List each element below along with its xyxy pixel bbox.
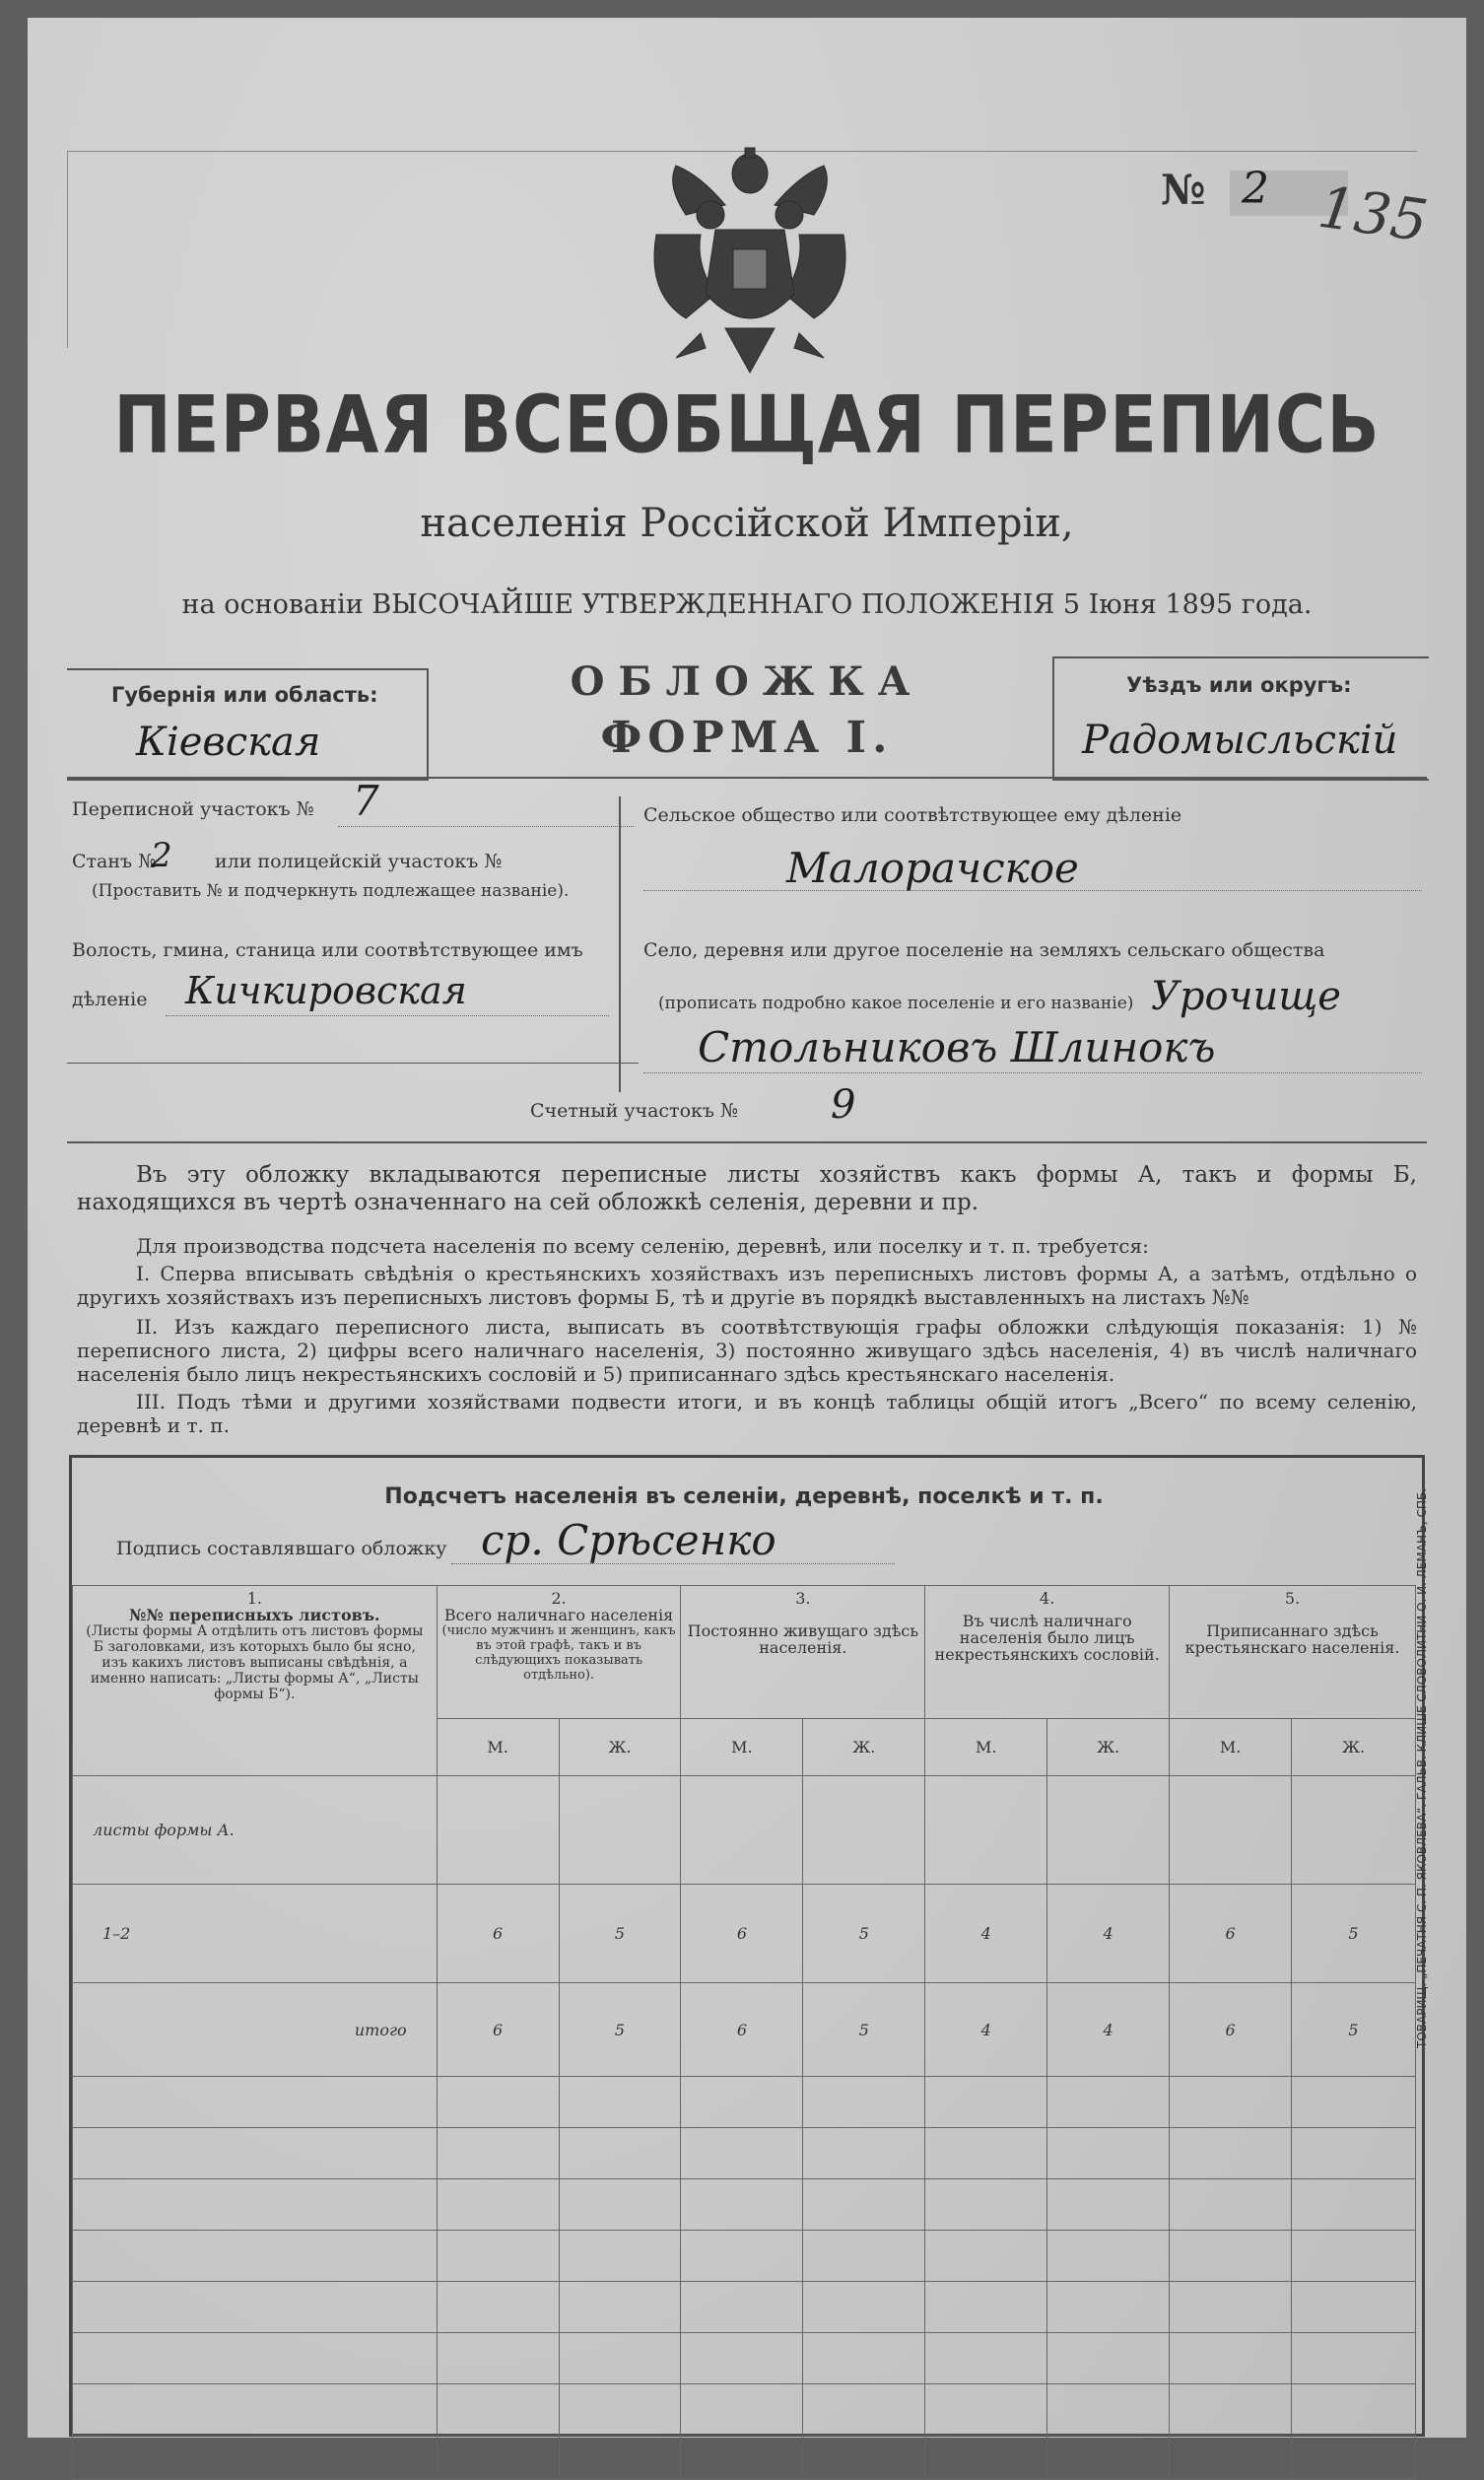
obshchestvo-line: [643, 890, 1422, 891]
printer-imprint: [1415, 1487, 1435, 2048]
col5-num: 5.: [1284, 1589, 1301, 1608]
obshchestvo-value: Малорачское: [786, 844, 1079, 892]
imperial-eagle-emblem: [646, 146, 853, 379]
row-cell: 6: [437, 1885, 559, 1983]
page-subtitle: населенія Россійской Имперіи,: [420, 501, 1074, 546]
instructions-intro: Въ эту обложку вкладываются переписные листы хозяйствъ какъ формы А, такъ и формы Б, находящихся въ чертѣ означеннаго на сей обложкѣ селенія, деревни и пр.: [77, 1162, 1417, 1215]
stan-value: 2: [151, 836, 172, 875]
col3-num: 3.: [795, 1589, 811, 1608]
delenie-label: дѣленіе: [72, 989, 148, 1010]
instructions-p3: III. Подъ тѣми и другими хозяйствами подвести итоги, и въ концѣ таблицы общій итогъ „Всего“ по всему селенію, деревнѣ и т. п.: [77, 1390, 1417, 1437]
census-cover-sheet: [28, 18, 1466, 2438]
printer-imprint-text: ТОВАРИЩ. „ПЕЧАТНЯ С. П. ЯКОВЛЕВА“. ГАЛЬВ. КЛИШЕ СЛОВОЛИТНИ О. И. ЛЕМАНЪ, СПБ.: [1415, 1487, 1429, 2048]
row-cell: 5: [559, 1983, 681, 2077]
row-cell: 6: [1170, 1885, 1292, 1983]
col3-header: [681, 1586, 925, 1719]
col1-note: (Листы формы А отдѣлить отъ листовъ формы Б заголовками, изъ которыхъ было бы ясно, изъ какихъ листовъ выписаны свѣдѣнія, а именно написать: „Листы формы А“, „Листы формы Б“).: [86, 1623, 424, 1702]
row-cell: 6: [437, 1983, 559, 2077]
row-cell: [559, 1776, 681, 1885]
section-rule: [67, 777, 1427, 779]
signature-label: Подпись составлявшаго обложку: [116, 1538, 447, 1559]
volost-value: Кичкировская: [185, 969, 467, 1012]
row-cell: 5: [1292, 1983, 1416, 2077]
row-cell: 5: [803, 1983, 925, 2077]
col1-num: 1.: [246, 1589, 262, 1608]
obshchestvo-label: Сельское общество или соотвѣтствующее ему дѣленіе: [643, 804, 1182, 826]
table-title: Подсчетъ населенія въ селеніи, деревнѣ, поселкѣ и т. п.: [384, 1484, 1104, 1509]
col5-zh: Ж.: [1292, 1719, 1416, 1776]
row-cell: [925, 1776, 1047, 1885]
col2-num: 2.: [551, 1589, 567, 1608]
form-label: ФОРМА I.: [600, 713, 894, 763]
row-cell: 6: [1170, 1983, 1292, 2077]
col5-header: [1170, 1586, 1416, 1719]
col2-zh: Ж.: [559, 1719, 681, 1776]
col2-note: (число мужчинъ и женщинъ, какъ въ этой графѣ, такъ и въ слѣдующихъ показывать отдѣльно).: [441, 1623, 676, 1683]
schetny-value: 9: [831, 1082, 856, 1128]
row-cell: 6: [681, 1885, 803, 1983]
row-cell: [437, 1776, 559, 1885]
row-label: листы формы А.: [73, 1776, 438, 1885]
police-label: или полицейскій участокъ №: [215, 851, 503, 872]
left-block-rule: [67, 1063, 639, 1064]
col4-header: [925, 1586, 1170, 1719]
selo-value-2: Стольниковъ Шлинокъ: [698, 1023, 1216, 1071]
uezd-label: Уѣздъ или округъ:: [1126, 673, 1352, 697]
corner-mark: 135: [1314, 172, 1432, 255]
uchastok-value: 7: [353, 777, 379, 825]
block-divider: [619, 796, 621, 1092]
col3-m: М.: [681, 1719, 803, 1776]
instructions-rule: [67, 1141, 1427, 1143]
selo-label: Село, деревня или другое поселеніе на земляхъ сельскаго общества: [643, 939, 1325, 961]
row-cell: 4: [1047, 1983, 1170, 2077]
col3-zh: Ж.: [803, 1719, 925, 1776]
selo-value-1: Урочище: [1151, 974, 1341, 1019]
stan-label: Станъ №: [72, 851, 157, 872]
row-cell: 4: [925, 1983, 1047, 2077]
col4-m: М.: [925, 1719, 1047, 1776]
col2-m: М.: [437, 1719, 559, 1776]
top-frame-left: [67, 151, 68, 348]
row-cell: [803, 1776, 925, 1885]
number-value: 2: [1242, 164, 1269, 214]
table-row: [73, 1885, 1416, 1983]
selo-line: [643, 1072, 1422, 1073]
row-cell: [1292, 1776, 1416, 1885]
row-label: итого: [73, 1983, 438, 2077]
volost-label: Волость, гмина, станица или соотвѣтствующее имъ: [72, 939, 583, 961]
tally-table: [72, 1585, 1416, 2480]
uchastok-label: Переписной участокъ №: [72, 798, 314, 820]
number-label: №: [1161, 166, 1206, 214]
legal-basis: на основаніи ВЫСОЧАЙШЕ УТВЕРЖДЕННАГО ПОЛОЖЕНІЯ 5 Іюня 1895 года.: [181, 589, 1313, 620]
row-label: 1–2: [73, 1885, 438, 1983]
page-title: ПЕРВАЯ ВСЕОБЩАЯ ПЕРЕПИСЬ: [113, 378, 1381, 472]
col1-head: №№ переписныхъ листовъ.: [129, 1606, 380, 1624]
gubernia-label: Губернія или область:: [111, 683, 378, 707]
col2-header: [437, 1586, 681, 1719]
row-cell: [681, 1776, 803, 1885]
row-cell: 5: [803, 1885, 925, 1983]
instructions-p2: II. Изъ каждаго переписного листа, выписать въ соотвѣтствующія графы обложки слѣдующія показанія: 1) № переписного листа, 2) цифры всего наличнаго населенія, 3) постоянно живущаго здѣсь населенія, 4) въ числѣ наличнаго населенія было лицъ некрестьянскихъ сословій и 5) приписаннаго здѣсь крестьянскаго населенія.: [77, 1315, 1417, 1386]
col5-head: Приписаннаго здѣсь крестьянскаго населенія.: [1184, 1621, 1400, 1657]
table-row: [73, 1983, 1416, 2077]
row-cell: 6: [681, 1983, 803, 2077]
selo-note: (прописать подробно какое поселеніе и его названіе): [658, 994, 1134, 1013]
uezd-value: Радомысльскій: [1082, 718, 1398, 763]
row-cell: 5: [1292, 1885, 1416, 1983]
schetny-label: Счетный участокъ №: [530, 1100, 738, 1122]
gubernia-value: Кіевская: [136, 720, 321, 765]
row-cell: [1170, 1776, 1292, 1885]
signature-line: [451, 1563, 895, 1564]
col4-zh: Ж.: [1047, 1719, 1170, 1776]
uchastok-line: [338, 826, 634, 827]
row-cell: 4: [925, 1885, 1047, 1983]
col4-head: Въ числѣ наличнаго населенія было лицъ некрестьянскихъ сословій.: [934, 1612, 1160, 1664]
table-row: [73, 1776, 1416, 1885]
row-cell: 4: [1047, 1885, 1170, 1983]
col2-head: Всего наличнаго населенія: [443, 1606, 674, 1624]
col5-m: М.: [1170, 1719, 1292, 1776]
col3-head: Постоянно живущаго здѣсь населенія.: [687, 1621, 919, 1657]
row-cell: [1047, 1776, 1170, 1885]
instructions-p1: I. Сперва вписывать свѣдѣнія о крестьянскихъ хозяйствахъ изъ переписныхъ листовъ формы А, а затѣмъ, отдѣльно о другихъ хозяйствахъ изъ переписныхъ листовъ формы Б, тѣ и другіе въ порядкѣ выставленныхъ на листахъ №№: [77, 1262, 1417, 1309]
volost-line: [166, 1015, 609, 1016]
row-cell: 5: [559, 1885, 681, 1983]
stan-note: (Проставить № и подчеркнуть подлежащее названіе).: [92, 881, 570, 901]
signature-value: ср. Срѣсенко: [481, 1516, 776, 1564]
cover-label: ОБЛОЖКА: [570, 658, 924, 705]
col4-num: 4.: [1040, 1589, 1055, 1608]
instructions-lead: Для производства подсчета населенія по всему селенію, деревнѣ, или поселку и т. п. требуется:: [136, 1234, 1149, 1258]
col1-header: [73, 1586, 438, 1776]
